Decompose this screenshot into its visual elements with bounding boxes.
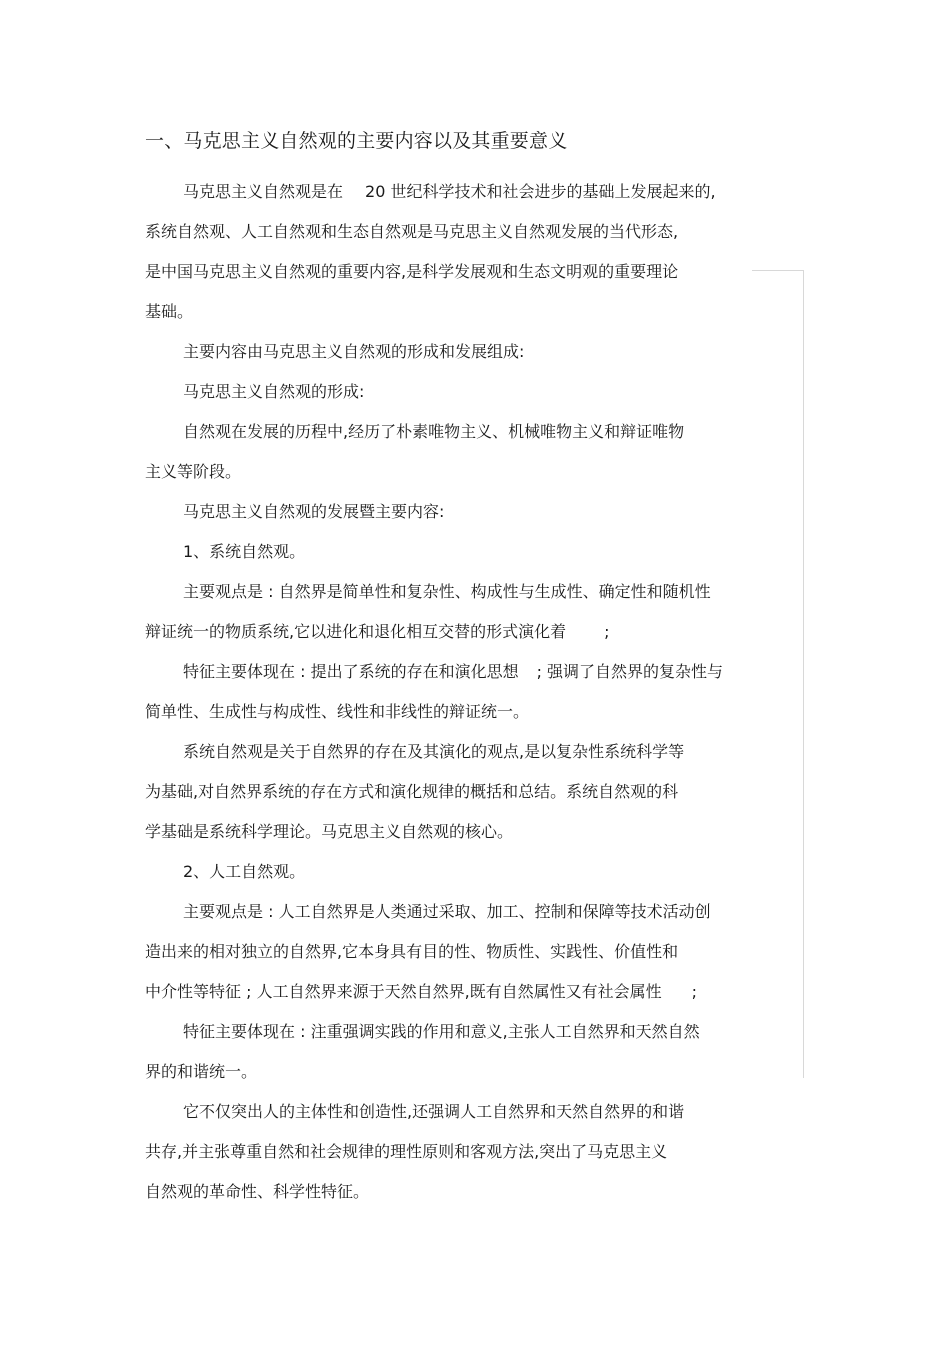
paragraph-line: 主义等阶段。 [145, 462, 242, 481]
paragraph-line: 是中国马克思主义自然观的重要内容,是科学发展观和生态文明观的重要理论 [145, 262, 679, 281]
list-item-heading: 2、人工自然观。 [183, 862, 306, 881]
text-segment: 中介性等特征 ; 人工自然界来源于天然自然界,既有自然属性又有社会属性 [145, 982, 662, 1001]
paragraph-line: 主要观点是 : 自然界是简单性和复杂性、构成性与生成性、确定性和随机性 [183, 582, 711, 601]
text-segment: ; [691, 982, 698, 1001]
paragraph-line: 马克思主义自然观的发展暨主要内容: [183, 502, 445, 521]
paragraph-line: 特征主要体现在 : 注重强调实践的作用和意义,主张人工自然界和天然自然 [183, 1022, 700, 1041]
text-segment: ; [604, 622, 610, 641]
paragraph-line: 它不仅突出人的主体性和创造性,还强调人工自然界和天然自然界的和谐 [183, 1102, 685, 1121]
text-segment: ; 强调了自然界的复杂性与 [536, 662, 724, 681]
paragraph-line [183, 181, 716, 203]
paragraph-line [145, 981, 697, 1003]
paragraph-line: 系统自然观是关于自然界的存在及其演化的观点,是以复杂性系统科学等 [183, 742, 685, 761]
section-heading: 一、马克思主义自然观的主要内容以及其重要意义 [145, 130, 568, 152]
paragraph-line: 造出来的相对独立的自然界,它本身具有目的性、物质性、实践性、价值性和 [145, 942, 679, 961]
paragraph-line: 简单性、生成性与构成性、线性和非线性的辩证统一。 [145, 702, 530, 721]
paragraph-line [145, 621, 609, 643]
text-segment: 马克思主义自然观是在 [183, 182, 344, 201]
text-segment: 20 世纪科学技术和社会进步的基础上发展起来的, [365, 182, 716, 201]
list-item-heading: 1、系统自然观。 [183, 542, 306, 561]
paragraph-line: 自然观在发展的历程中,经历了朴素唯物主义、机械唯物主义和辩证唯物 [183, 422, 685, 441]
paragraph-line: 主要观点是 : 人工自然界是人类通过采取、加工、控制和保障等技术活动创 [183, 902, 711, 921]
paragraph-line [183, 661, 723, 683]
paragraph-line: 为基础,对自然界系统的存在方式和演化规律的概括和总结。系统自然观的科 [145, 782, 679, 801]
paragraph-line: 共存,并主张尊重自然和社会规律的理性原则和客观方法,突出了马克思主义 [145, 1142, 668, 1161]
text-segment: 辩证统一的物质系统,它以进化和退化相互交替的形式演化着 [145, 622, 567, 641]
text-segment: 特征主要体现在 : 提出了系统的存在和演化思想 [183, 662, 519, 681]
paragraph-line: 界的和谐统一。 [145, 1062, 258, 1081]
paragraph-line: 主要内容由马克思主义自然观的形成和发展组成: [183, 342, 525, 361]
frame-border-right [803, 270, 804, 1078]
paragraph-line: 马克思主义自然观的形成: [183, 382, 365, 401]
paragraph-line: 学基础是系统科学理论。马克思主义自然观的核心。 [145, 822, 514, 841]
paragraph-line: 系统自然观、人工自然观和生态自然观是马克思主义自然观发展的当代形态, [145, 222, 679, 241]
paragraph-line: 自然观的革命性、科学性特征。 [145, 1182, 370, 1201]
paragraph-line: 基础。 [145, 302, 194, 321]
frame-border-top [752, 270, 804, 271]
